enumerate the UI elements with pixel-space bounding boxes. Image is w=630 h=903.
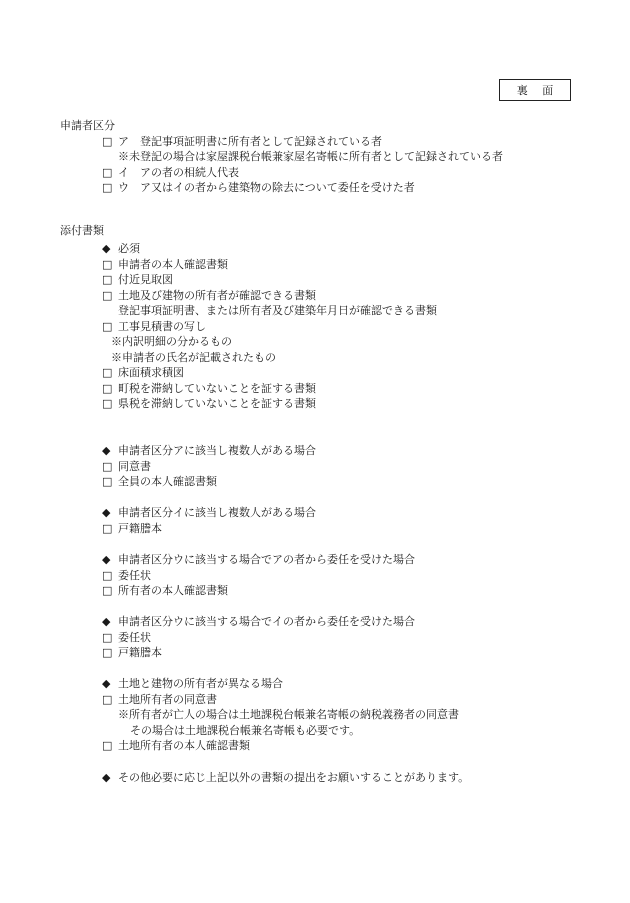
checkbox-icon: □ — [102, 289, 113, 302]
checkbox-icon: □ — [102, 258, 113, 271]
diamond-icon: ◆ — [102, 242, 111, 255]
checkbox-icon: □ — [102, 569, 113, 582]
group-u-from-i-item-proxy: □ 委任状 — [102, 631, 151, 644]
diamond-icon: ◆ — [102, 771, 111, 784]
group-a-item-all-id: □ 全員の本人確認書類 — [102, 475, 217, 488]
checkbox-icon: □ — [102, 273, 113, 286]
diamond-icon: ◆ — [102, 506, 111, 519]
doc-location-map: □ 付近見取図 — [102, 273, 173, 286]
page-side-label: 裏 面 — [499, 79, 571, 101]
doc-estimate-copy: □ 工事見積書の写し — [102, 320, 206, 333]
checkbox-icon: □ — [102, 460, 113, 473]
doc-estimate-note-1: ※内訳明細の分かるもの — [111, 335, 232, 348]
checkbox-icon: □ — [102, 382, 113, 395]
checkbox-icon: □ — [102, 584, 113, 597]
group-different-owner-item-id: □ 土地所有者の本人確認書類 — [102, 739, 250, 752]
checkbox-icon: □ — [102, 181, 113, 194]
group-i-item-family-register: □ 戸籍謄本 — [102, 522, 162, 535]
doc-ownership-proof: □ 土地及び建物の所有者が確認できる書類 — [102, 289, 316, 302]
closing-note: ◆ その他必要に応じ上記以外の書類の提出をお願いすることがあります。 — [102, 771, 470, 784]
applicant-section-heading: 申請者区分 — [60, 119, 115, 132]
checkbox-icon: □ — [102, 397, 113, 410]
required-heading: ◆ 必須 — [102, 242, 140, 255]
group-different-owner-heading: ◆ 土地と建物の所有者が異なる場合 — [102, 677, 283, 690]
checkbox-icon: □ — [102, 366, 113, 379]
applicant-option-u: □ ウ ア又はイの者から建築物の除去について委任を受けた者 — [102, 181, 415, 194]
checkbox-icon: □ — [102, 475, 113, 488]
group-a-item-consent: □ 同意書 — [102, 460, 151, 473]
diamond-icon: ◆ — [102, 553, 111, 566]
doc-prefecture-tax: □ 県税を滞納していないことを証する書類 — [102, 397, 316, 410]
group-a-multiple-heading: ◆ 申請者区分アに該当し複数人がある場合 — [102, 444, 316, 457]
documents-section-heading: 添付書類 — [60, 224, 104, 237]
applicant-option-a: □ ア 登記事項証明書に所有者として記録されている者 — [102, 135, 382, 148]
checkbox-icon: □ — [102, 320, 113, 333]
applicant-option-a-note: ※未登記の場合は家屋課税台帳兼家屋名寄帳に所有者として記録されている者 — [118, 150, 503, 163]
group-i-multiple-heading: ◆ 申請者区分イに該当し複数人がある場合 — [102, 506, 316, 519]
diamond-icon: ◆ — [102, 677, 111, 690]
checkbox-icon: □ — [102, 166, 113, 179]
group-different-owner-item-consent: □ 土地所有者の同意書 — [102, 693, 217, 706]
diamond-icon: ◆ — [102, 444, 111, 457]
doc-applicant-id: □ 申請者の本人確認書類 — [102, 258, 228, 271]
group-u-from-i-heading: ◆ 申請者区分ウに該当する場合でイの者から委任を受けた場合 — [102, 615, 415, 628]
checkbox-icon: □ — [102, 646, 113, 659]
group-different-owner-note-2: その場合は土地課税台帳兼名寄帳も必要です。 — [130, 724, 361, 737]
checkbox-icon: □ — [102, 522, 113, 535]
doc-town-tax: □ 町税を滞納していないことを証する書類 — [102, 382, 316, 395]
checkbox-icon: □ — [102, 135, 113, 148]
diamond-icon: ◆ — [102, 615, 111, 628]
group-u-from-i-item-family-register: □ 戸籍謄本 — [102, 646, 162, 659]
doc-estimate-note-2: ※申請者の氏名が記載されたもの — [111, 351, 276, 364]
doc-floor-area: □ 床面積求積図 — [102, 366, 184, 379]
group-u-from-a-item-proxy: □ 委任状 — [102, 569, 151, 582]
group-different-owner-note-1: ※所有者が亡人の場合は土地課税台帳兼名寄帳の納税義務者の同意書 — [118, 708, 459, 721]
applicant-option-i: □ イ アの者の相続人代表 — [102, 166, 239, 179]
group-u-from-a-heading: ◆ 申請者区分ウに該当する場合でアの者から委任を受けた場合 — [102, 553, 415, 566]
checkbox-icon: □ — [102, 631, 113, 644]
doc-ownership-note: 登記事項証明書、または所有者及び建築年月日が確認できる書類 — [118, 304, 437, 317]
group-u-from-a-item-owner-id: □ 所有者の本人確認書類 — [102, 584, 228, 597]
checkbox-icon: □ — [102, 739, 113, 752]
checkbox-icon: □ — [102, 693, 113, 706]
